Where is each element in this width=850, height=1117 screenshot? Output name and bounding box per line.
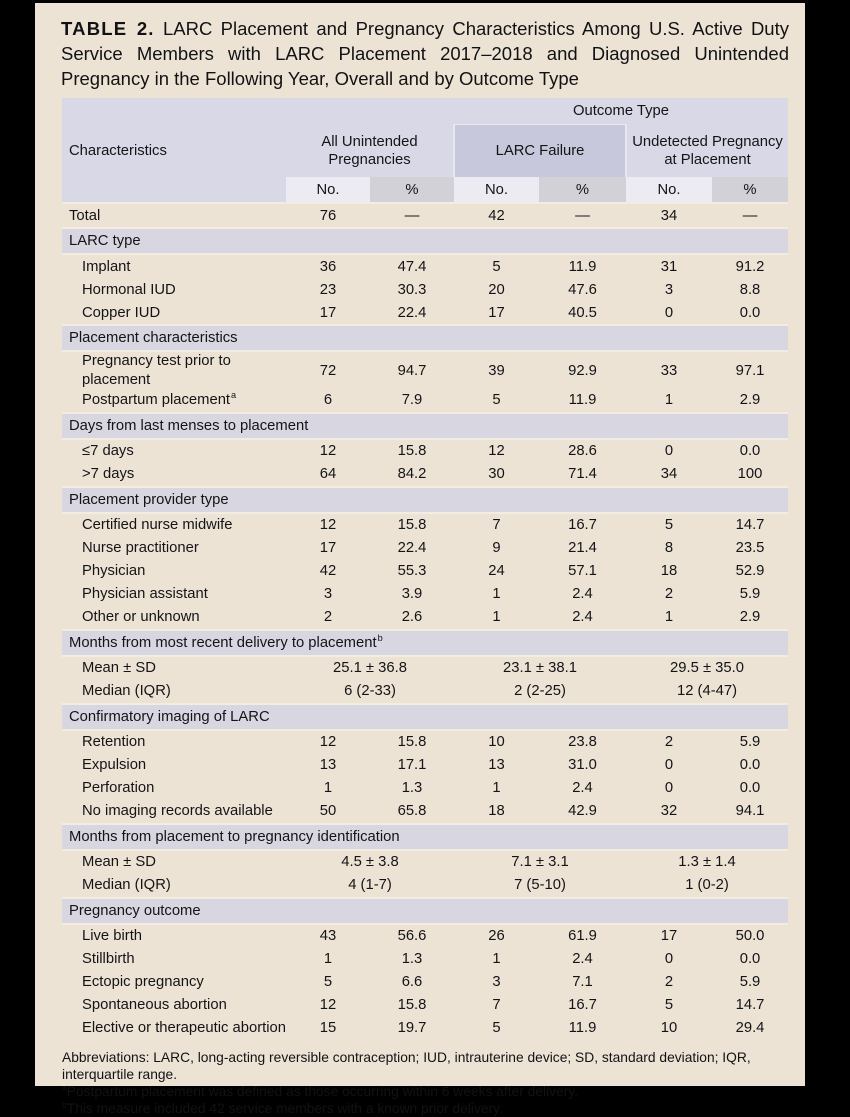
table-row <box>62 439 788 463</box>
cell-value: 11.9 <box>568 1020 597 1037</box>
row-label: Elective or therapeutic abortion <box>82 1020 286 1037</box>
header-spacer <box>62 98 454 125</box>
footnotes <box>62 1049 789 1117</box>
cell-value: 2.4 <box>572 586 593 603</box>
cell-value: 30 <box>488 466 505 483</box>
row-label: Nurse practitioner <box>82 540 199 557</box>
cell-value: 22.4 <box>397 304 427 321</box>
cell-value: 3.9 <box>401 586 423 603</box>
cell-value: 17 <box>488 304 505 321</box>
cell-value: 1 <box>664 609 674 626</box>
cell-value: 5 <box>323 974 333 991</box>
cell-value: 16.7 <box>568 517 597 534</box>
row-label: Other or unknown <box>82 609 200 626</box>
cell-value: 24 <box>488 563 505 580</box>
group-larc-failure: LARC Failure <box>454 125 626 178</box>
cell-value: 100 <box>737 466 763 483</box>
cell-value: 72 <box>319 362 337 379</box>
larc-table <box>62 98 788 1039</box>
table-row <box>62 583 788 606</box>
cell-value: 0 <box>664 951 674 968</box>
cell-value: — <box>742 207 758 224</box>
cell-value: 52.9 <box>735 563 765 580</box>
cell-value: 20 <box>488 281 505 298</box>
cell-value: 14.7 <box>735 517 765 534</box>
cell-value: 31 <box>660 258 678 275</box>
table-row <box>62 850 788 874</box>
section-label: Days from last menses to placement <box>62 413 788 439</box>
section-label: Placement characteristics <box>62 325 788 351</box>
row-label: Perforation <box>82 780 155 797</box>
cell-value: 19.7 <box>397 1020 427 1037</box>
cell-value: 18 <box>660 563 678 580</box>
cell-value: 5 <box>664 997 674 1014</box>
col-header-pct: % <box>370 177 454 203</box>
cell-value: 5 <box>492 258 501 275</box>
row-label: Total <box>69 207 101 224</box>
row-label: Median (IQR) <box>82 877 171 894</box>
cell-value: 10 <box>488 734 505 751</box>
table-row <box>62 680 788 704</box>
cell-value: 21.4 <box>568 540 597 557</box>
cell-value: 76 <box>319 207 337 224</box>
cell-value: 17 <box>319 540 337 557</box>
cell-value: 55.3 <box>397 563 427 580</box>
cell-value: 36 <box>319 258 337 275</box>
row-label: Stillbirth <box>82 951 135 968</box>
cell-value: 1.3 ± 1.4 <box>678 854 736 871</box>
group-all-unintended-pregnancies: All Unintended Pregnancies <box>286 125 454 178</box>
cell-value: 34 <box>660 466 678 483</box>
cell-value: 12 <box>319 734 337 751</box>
column-group-row <box>62 125 788 178</box>
cell-value: 12 (4-47) <box>676 683 738 700</box>
cell-value: 15.8 <box>397 734 427 751</box>
table-row <box>62 730 788 754</box>
table-row <box>62 656 788 680</box>
cell-value: 3 <box>323 586 333 603</box>
cell-value: 0 <box>664 780 674 797</box>
section-label: LARC type <box>62 228 788 254</box>
cell-value: 50 <box>319 803 337 820</box>
cell-value: 0 <box>664 443 674 460</box>
cell-value: 5 <box>664 517 674 534</box>
row-label: Implant <box>82 258 131 275</box>
cell-value: 17 <box>319 304 337 321</box>
cell-value: 29.4 <box>735 1020 765 1037</box>
cell-value: 8.8 <box>739 281 761 298</box>
cell-value: 97.1 <box>735 362 765 379</box>
table-row <box>62 254 788 278</box>
cell-value: 2.4 <box>572 780 593 797</box>
cell-value: 7 <box>492 517 501 534</box>
section-row <box>62 898 788 924</box>
footnote-marker: b <box>62 1099 67 1110</box>
table-row <box>62 560 788 583</box>
cell-value: 14.7 <box>735 997 765 1014</box>
cell-value: 23 <box>319 281 337 298</box>
cell-value: 2.9 <box>739 392 761 409</box>
cell-value: 0.0 <box>739 304 761 321</box>
cell-value: 7 (5-10) <box>514 877 566 894</box>
section-row <box>62 228 788 254</box>
footnote-marker: a <box>231 390 237 401</box>
table-row <box>62 351 788 388</box>
row-label: >7 days <box>82 466 135 483</box>
cell-value: 6 <box>323 392 333 409</box>
cell-value: 61.9 <box>568 928 597 945</box>
row-label: Physician <box>82 563 146 580</box>
cell-value: 1 <box>492 586 501 603</box>
cell-value: 1.3 <box>401 780 423 797</box>
cell-value: 6 (2-33) <box>344 683 396 700</box>
cell-value: 16.7 <box>568 997 597 1014</box>
table-row <box>62 754 788 777</box>
cell-value: 0.0 <box>739 443 761 460</box>
row-label: Pregnancy test prior to placement <box>82 353 231 388</box>
cell-value: — <box>575 207 590 224</box>
cell-value: 17.1 <box>397 757 427 774</box>
header-spacer <box>62 177 286 203</box>
table-title-text: LARC Placement and Pregnancy Characteristics Among U.S. Active Duty Service Members with LARC Placement 2017–2018 and Diagnosed Unintended Pregnancy in the Following Year, Overall and by Outcome Type <box>61 18 789 90</box>
table-row <box>62 463 788 487</box>
cell-value: 1 <box>492 780 501 797</box>
cell-value: 0 <box>664 757 674 774</box>
cell-value: 15.8 <box>397 997 427 1014</box>
table-row <box>62 301 788 325</box>
cell-value: 64 <box>319 466 337 483</box>
table-row <box>62 278 788 301</box>
cell-value: 12 <box>319 443 337 460</box>
section-row <box>62 824 788 850</box>
outcome-type-row <box>62 98 788 125</box>
table-row <box>62 874 788 898</box>
cell-value: 2.6 <box>401 609 423 626</box>
cell-value: 0.0 <box>739 757 761 774</box>
cell-value: 11.9 <box>568 392 597 409</box>
cell-value: 15.8 <box>397 443 427 460</box>
cell-value: 2 <box>664 974 674 991</box>
cell-value: 4.5 ± 3.8 <box>341 854 399 871</box>
cell-value: 26 <box>488 928 505 945</box>
cell-value: 84.2 <box>397 466 427 483</box>
row-label: Median (IQR) <box>82 683 171 700</box>
section-row <box>62 325 788 351</box>
cell-value: 13 <box>319 757 337 774</box>
row-label: ≤7 days <box>82 443 134 460</box>
cell-value: 42.9 <box>568 803 597 820</box>
col-header-pct: % <box>539 177 626 203</box>
table-row <box>62 994 788 1017</box>
cell-value: 12 <box>488 443 505 460</box>
cell-value: 32 <box>660 803 678 820</box>
cell-value: 34 <box>660 207 678 224</box>
row-label: Ectopic pregnancy <box>82 974 204 991</box>
cell-value: 1 <box>323 780 333 797</box>
cell-value: 15 <box>319 1020 337 1037</box>
footnote-marker: a <box>62 1082 67 1093</box>
table-row <box>62 1017 788 1040</box>
cell-value: 0 <box>664 304 674 321</box>
row-label: Copper IUD <box>82 304 161 321</box>
footnote: $^a$Postpartum placement was defined as those occurring within 6 weeks after delivery. <box>62 1082 579 1099</box>
cell-value: 47.6 <box>568 281 597 298</box>
cell-value: 10 <box>660 1020 678 1037</box>
footnote: Abbreviations: LARC, long-acting reversible contraception; IUD, intrauterine device; SD, standard deviation; IQR, interquartile range. <box>62 1049 751 1082</box>
section-label: Months from placement to pregnancy identification <box>62 824 788 850</box>
section-row <box>62 630 788 656</box>
cell-value: 3 <box>492 974 501 991</box>
col-header-no: No. <box>454 177 539 203</box>
table-row <box>62 537 788 560</box>
col-header-no: No. <box>626 177 712 203</box>
cell-value: 1 <box>492 951 501 968</box>
cell-value: 40.5 <box>568 304 597 321</box>
cell-value: 17 <box>660 928 678 945</box>
cell-value: 25.1 ± 36.8 <box>333 660 407 677</box>
footnote: $^b$This measure included 42 service members with a known prior delivery. <box>62 1099 503 1116</box>
cell-value: 50.0 <box>735 928 765 945</box>
section-row <box>62 487 788 513</box>
row-label: Live birth <box>82 928 143 945</box>
section-label: Months from most recent delivery to placement$^b$ <box>62 630 788 656</box>
section-row <box>62 704 788 730</box>
col-header-no: No. <box>286 177 370 203</box>
cell-value: 39 <box>488 362 505 379</box>
row-label: Hormonal IUD <box>82 281 176 298</box>
cell-value: 8 <box>664 540 674 557</box>
cell-value: 2 <box>664 586 674 603</box>
cell-value: 7.1 <box>572 974 593 991</box>
cell-value: 1 <box>492 609 501 626</box>
cell-value: 2 <box>664 734 674 751</box>
cell-value: 30.3 <box>397 281 427 298</box>
cell-value: 22.4 <box>397 540 427 557</box>
row-label: Mean ± SD <box>82 660 156 677</box>
table-row <box>62 800 788 824</box>
cell-value: 1 <box>664 392 674 409</box>
cell-value: 7 <box>492 997 501 1014</box>
cell-value: 23.1 ± 38.1 <box>503 660 577 677</box>
cell-value: 29.5 ± 35.0 <box>670 660 744 677</box>
table-body <box>62 203 788 1039</box>
cell-value: 11.9 <box>568 258 597 275</box>
table-title <box>61 16 789 91</box>
table-row <box>62 924 788 948</box>
cell-value: 71.4 <box>568 466 597 483</box>
table-row <box>62 777 788 800</box>
cell-value: 1 <box>323 951 333 968</box>
cell-value: 0.0 <box>739 951 761 968</box>
cell-value: 6.6 <box>401 974 423 991</box>
row-label: Certified nurse midwife <box>82 517 233 534</box>
group-undetected-pregnancy: Undetected Pregnancy at Placement <box>626 125 788 178</box>
sub-column-row <box>62 177 788 203</box>
cell-value: 94.1 <box>735 803 765 820</box>
section-label: Pregnancy outcome <box>62 898 788 924</box>
cell-value: 5.9 <box>739 586 761 603</box>
cell-value: 2.9 <box>739 609 761 626</box>
row-label: Retention <box>82 734 146 751</box>
table-number-label: TABLE 2. <box>61 18 155 39</box>
row-label: Physician assistant <box>82 586 208 603</box>
cell-value: 1.3 <box>401 951 423 968</box>
cell-value: 0.0 <box>739 780 761 797</box>
characteristics-header: Characteristics <box>62 125 286 178</box>
row-label: Mean ± SD <box>82 854 156 871</box>
cell-value: 9 <box>492 540 501 557</box>
cell-value: 12 <box>319 997 337 1014</box>
cell-value: 5 <box>492 392 501 409</box>
cell-value: 65.8 <box>397 803 427 820</box>
footnote-marker: b <box>377 632 383 643</box>
cell-value: 57.1 <box>568 563 597 580</box>
cell-value: 13 <box>488 757 505 774</box>
table-row <box>62 971 788 994</box>
cell-value: 1 (0-2) <box>685 877 729 894</box>
row-label: Postpartum placement$^a$ <box>82 390 237 409</box>
paper-page <box>35 3 805 1116</box>
table-row <box>62 203 788 228</box>
cell-value: 2 <box>323 609 333 626</box>
cell-value: 3 <box>664 281 674 298</box>
cell-value: 33 <box>660 362 678 379</box>
table-row <box>62 948 788 971</box>
section-label: Confirmatory imaging of LARC <box>62 704 788 730</box>
cell-value: 56.6 <box>397 928 427 945</box>
cell-value: 23.8 <box>568 734 597 751</box>
cell-value: 5.9 <box>739 974 761 991</box>
cell-value: 7.9 <box>401 392 423 409</box>
outcome-type-header: Outcome Type <box>454 98 788 125</box>
table-row <box>62 389 788 413</box>
cell-value: 43 <box>319 928 337 945</box>
cell-value: 42 <box>319 563 337 580</box>
cell-value: 2.4 <box>572 951 593 968</box>
cell-value: 4 (1-7) <box>348 877 392 894</box>
cell-value: 15.8 <box>397 517 427 534</box>
cell-value: 94.7 <box>397 362 427 379</box>
table-header <box>62 98 788 203</box>
cell-value: 28.6 <box>568 443 597 460</box>
cell-value: 5 <box>492 1020 501 1037</box>
row-label: No imaging records available <box>82 803 273 820</box>
cell-value: — <box>404 207 420 224</box>
cell-value: 47.4 <box>397 258 427 275</box>
section-label: Placement provider type <box>62 487 788 513</box>
cell-value: 2.4 <box>572 609 593 626</box>
cell-value: 42 <box>488 207 505 224</box>
cell-value: 18 <box>488 803 505 820</box>
table-row <box>62 513 788 537</box>
col-header-pct: % <box>712 177 788 203</box>
row-label: Spontaneous abortion <box>82 997 227 1014</box>
row-label: Expulsion <box>82 757 147 774</box>
cell-value: 5.9 <box>739 734 761 751</box>
cell-value: 23.5 <box>735 540 765 557</box>
cell-value: 7.1 ± 3.1 <box>511 854 569 871</box>
cell-value: 12 <box>319 517 337 534</box>
table-row <box>62 606 788 630</box>
cell-value: 31.0 <box>568 757 597 774</box>
cell-value: 92.9 <box>568 362 597 379</box>
cell-value: 2 (2-25) <box>514 683 566 700</box>
cell-value: 91.2 <box>735 258 765 275</box>
section-row <box>62 413 788 439</box>
